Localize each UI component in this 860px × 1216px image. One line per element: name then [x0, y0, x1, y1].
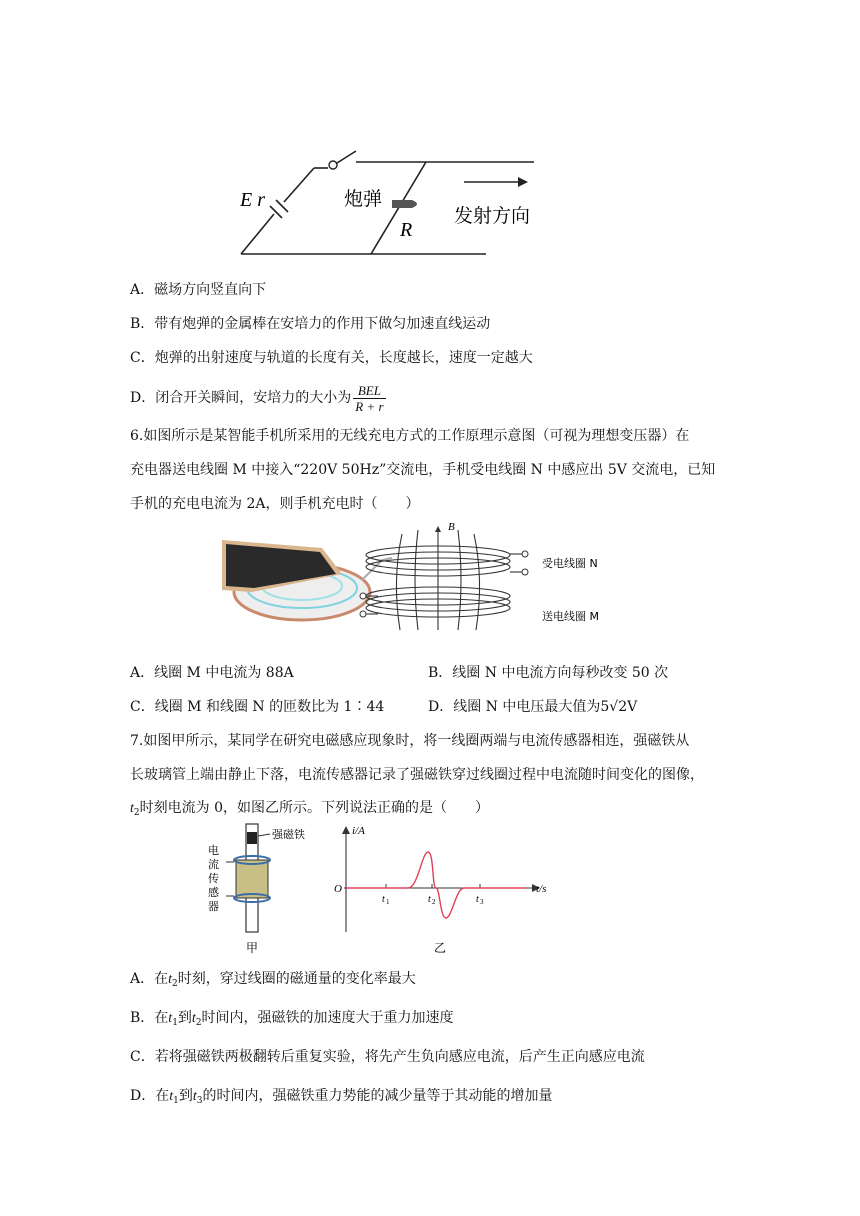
- sensor-char-4: 感: [208, 886, 219, 899]
- origin-label: O: [334, 883, 342, 895]
- apparatus-jia: [208, 824, 305, 955]
- t1-tick-label: t: [382, 894, 385, 905]
- fraction-numerator: BEL: [353, 383, 385, 399]
- magnet-induction-figure: [196, 822, 556, 958]
- t-subscript: 2: [172, 979, 178, 989]
- launch-direction-label: 发射方向: [454, 205, 531, 227]
- t-symbol: t: [192, 1089, 197, 1104]
- sensor-char-5: 器: [208, 900, 219, 913]
- q6-stem-line1: 6.如图所示是某智能手机所采用的无线充电方式的工作原理示意图（可视为理想变压器）在: [130, 428, 690, 444]
- sensor-char-1: 电: [208, 844, 219, 857]
- sensor-char-3: 传: [208, 872, 219, 885]
- t-symbol: t: [168, 972, 173, 987]
- q7-option-b-mid: 到: [177, 1010, 192, 1026]
- t-subscript: 2: [195, 1018, 202, 1028]
- y-axis-label: i/A: [352, 825, 365, 837]
- q5-option-c: C．炮弹的出射速度与轨道的长度有关，长度越长，速度一定越大: [130, 350, 533, 366]
- q7-option-b: [130, 1007, 454, 1034]
- t2-symbol: t: [130, 801, 134, 816]
- q6-option-d: [428, 696, 637, 718]
- q7-stem-line2: 长玻璃管上端由静止下落，电流传感器记录了强磁铁穿过线圈过程中电流随时间变化的图像，: [130, 767, 704, 783]
- t2-subscript: 2: [133, 808, 140, 818]
- q7-option-d-lead: D．在: [130, 1088, 170, 1104]
- q6-option-a: A．线圈 M 中电流为 88A: [130, 665, 294, 681]
- railgun-circuit-figure: [236, 148, 536, 260]
- sending-coil-label: 送电线圈 M: [542, 610, 599, 623]
- q5-option-d-text: D．闭合开关瞬间，安培力的大小为: [130, 390, 352, 406]
- q7-option-d-rest: 的时间内，强磁铁重力势能的减少量等于其动能的增加量: [202, 1088, 553, 1104]
- x-axis-label: t/s: [536, 883, 547, 895]
- q5-option-d: [130, 380, 386, 416]
- yi-label: 乙: [434, 941, 447, 955]
- q5-option-a: A．磁场方向竖直向下: [130, 282, 267, 298]
- q7-option-c: C．若将强磁铁两极翻转后重复实验，将先产生负向感应电流，后产生正向感应电流: [130, 1049, 645, 1065]
- t2-tick-label: t: [428, 894, 431, 905]
- q7-stem-line1: 7.如图甲所示，某同学在研究电磁感应现象时，将一线圈两端与电流传感器相连，强磁铁从: [130, 733, 690, 749]
- t2-tick-sub: 2: [432, 898, 436, 906]
- t-symbol: t: [191, 1011, 196, 1026]
- q7-option-d: [130, 1085, 552, 1112]
- t-subscript: 1: [172, 1018, 178, 1028]
- q6-stem-line2: 充电器送电线圈 M 中接入“220V 50Hz”交流电，手机受电线圈 N 中感应出 5V 交流电，已知: [130, 462, 716, 478]
- t-symbol: t: [169, 1089, 174, 1104]
- wireless-charging-figure: [222, 520, 622, 632]
- t3-tick-sub: 3: [480, 898, 484, 906]
- emf-label: E r: [240, 189, 265, 211]
- t-symbol: t: [168, 1011, 173, 1026]
- fraction-denominator: R + r: [355, 398, 384, 414]
- field-b-label: B: [448, 521, 455, 533]
- q5-option-b: B．带有炮弹的金属棒在安培力的作用下做匀加速直线运动: [130, 316, 491, 332]
- q7-option-d-mid: 到: [178, 1088, 193, 1104]
- receiving-coil-label: 受电线圈 N: [542, 557, 598, 570]
- q7-option-b-lead: B．在: [130, 1010, 169, 1026]
- force-fraction: [353, 383, 385, 414]
- q7-option-a: [130, 968, 416, 995]
- q7-stem-line3-text: 时刻电流为 0，如图乙所示。下列说法正确的是（ ）: [139, 800, 489, 816]
- q6-option-c: C．线圈 M 和线圈 N 的匝数比为 1∶44: [130, 699, 385, 715]
- shell-label: 炮弹: [344, 188, 383, 210]
- q7-option-b-rest: 时间内，强磁铁的加速度大于重力加速度: [201, 1010, 454, 1026]
- sensor-char-2: 流: [208, 858, 219, 871]
- q7-option-a-rest: 时刻，穿过线圈的磁通量的变化率最大: [177, 971, 416, 987]
- t-subscript: 3: [196, 1096, 203, 1106]
- q6-option-b: B．线圈 N 中电流方向每秒改变 50 次: [428, 665, 669, 681]
- resistance-label: R: [400, 219, 413, 241]
- t3-tick-label: t: [476, 894, 479, 905]
- q7-stem-line3: [130, 797, 489, 824]
- q6-option-d-value: 5√2V: [600, 699, 638, 715]
- q7-option-a-lead: A．在: [130, 971, 169, 987]
- current-graph-yi: [334, 825, 546, 955]
- t-subscript: 1: [173, 1096, 179, 1106]
- jia-label: 甲: [246, 941, 259, 955]
- q6-stem-line3: 手机的充电电流为 2A，则手机充电时（ ）: [130, 496, 420, 512]
- t1-tick-sub: 1: [386, 898, 390, 906]
- magnet-label: 强磁铁: [272, 828, 305, 841]
- q6-option-d-text: D．线圈 N 中电压最大值为: [428, 699, 601, 715]
